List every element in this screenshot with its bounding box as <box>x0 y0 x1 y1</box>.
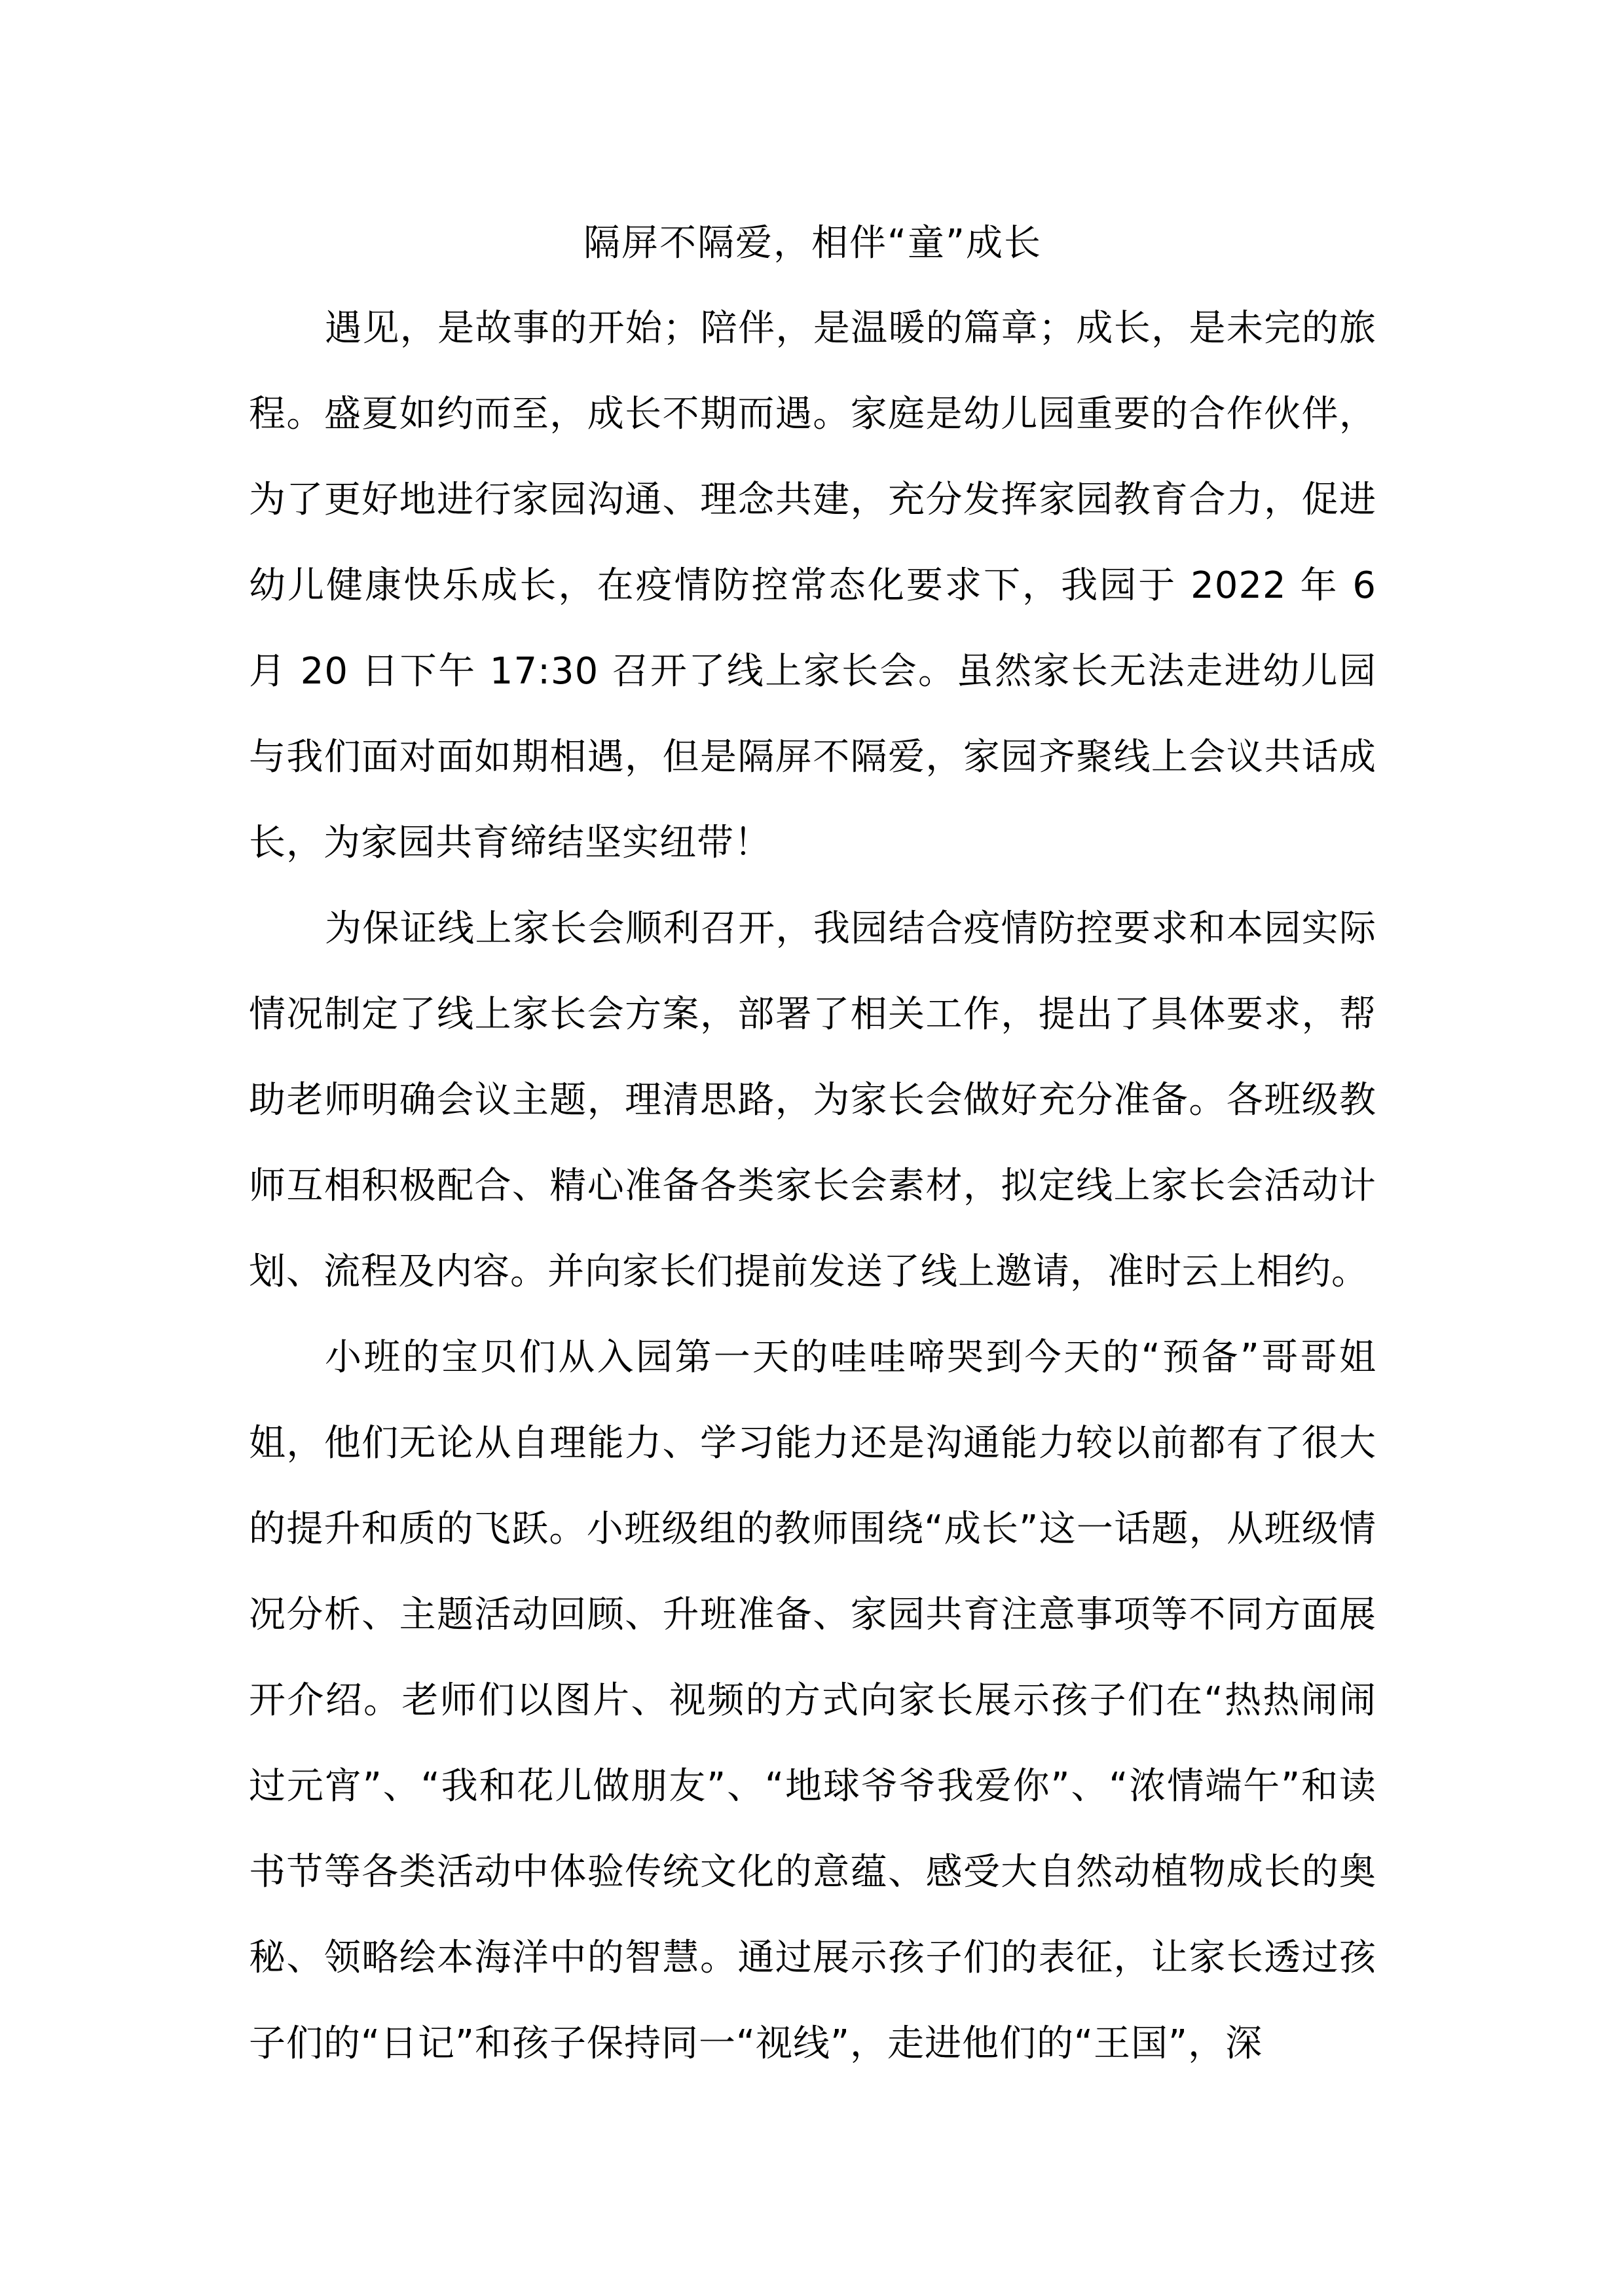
document-title: 隔屏不隔爱，相伴“童”成长 <box>583 222 1043 264</box>
paragraph-3: 小班的宝贝们从入园第一天的哇哇啼哭到今天的“预备”哥哥姐姐，他们无论从自理能力、学习能力还是沟通能力较以前都有了很大的提升和质的飞跃。小班级组的教师围绕“成长”这一话题，从班级情况分析、主题活动回顾、升班准备、家园共育注意事项等不同方面展开介绍。老师们以图片、视频的方式向家长展示孩子们在“热热闹闹过元宵”、“我和花儿做朋友”、“地球爷爷我爱你”、“浓情端午”和读书节等各类活动中体验传统文化的意蕴、感受大自然动植物成长的奥秘、领略绘本海洋中的智慧。通过展示孩子们的表征，让家长透过孩子们的“日记”和孩子保持同一“视线”，走进他们的“王国”，深 <box>249 1336 1376 2065</box>
document-body <box>249 211 1376 2086</box>
paragraph-2: 为保证线上家长会顺利召开，我园结合疫情防控要求和本园实际情况制定了线上家长会方案，部署了相关工作，提出了具体要求，帮助老师明确会议主题，理清思路，为家长会做好充分准备。各班级教师互相积极配合、精心准备各类家长会素材，拟定线上家长会活动计划、流程及内容。并向家长们提前发送了线上邀请，准时云上相约。 <box>249 907 1376 1293</box>
paragraph-1: 遇见，是故事的开始；陪伴，是温暖的篇章；成长，是未完的旅程。盛夏如约而至，成长不期而遇。家庭是幼儿园重要的合作伙伴，为了更好地进行家园沟通、理念共建，充分发挥家园教育合力，促进幼儿健康快乐成长，在疫情防控常态化要求下，我园于 2022 年 6 月 20 日下午 17:30 召开了线上家长会。虽然家长无法走进幼儿园与我们面对面如期相遇，但是隔屏不隔爱，家园齐聚线上会议共话成长，为家园共育缔结坚实纽带！ <box>249 307 1376 864</box>
